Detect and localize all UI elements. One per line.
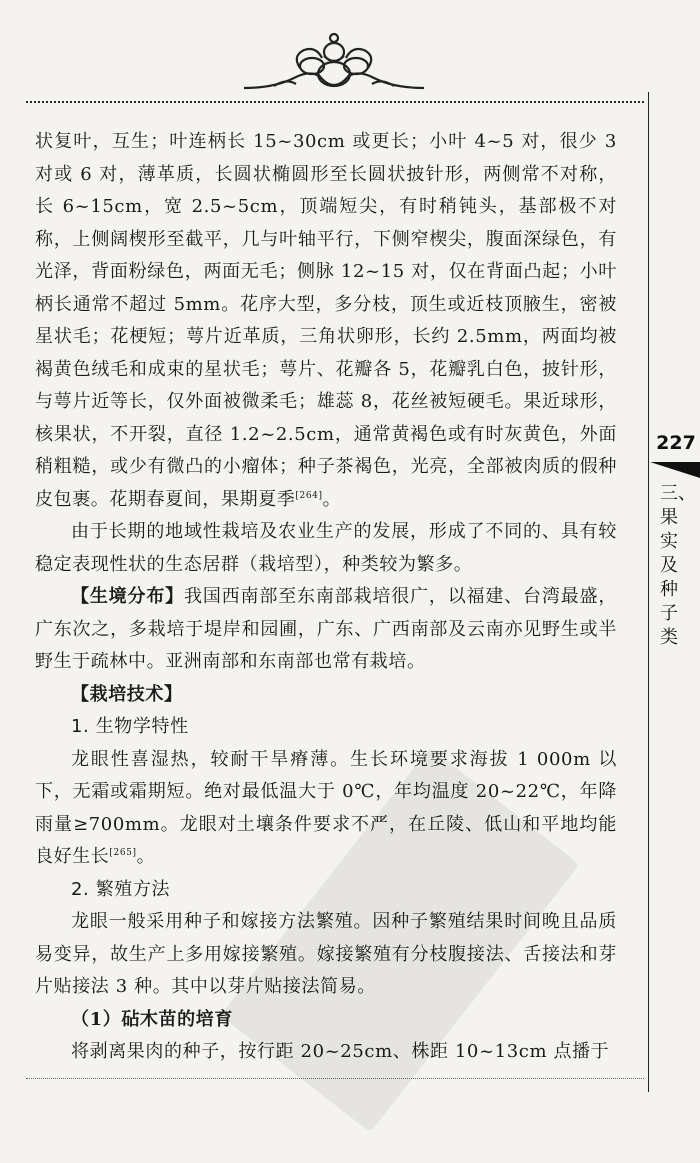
section-heading-distribution: 【生境分布】 [71, 586, 185, 607]
header-rule [26, 101, 644, 103]
paragraph-cultivars: 由于长期的地域性栽培及农业生产的发展，形成了不同的、具有较稳定表现性状的生态居群（栽培型），种类较为繁多。 [35, 521, 617, 575]
citation-ref: [264] [295, 490, 323, 501]
knot-ornament-icon [234, 26, 434, 106]
paragraph-text: 龙眼性喜湿热，较耐干旱瘠薄。生长环境要求海拔 1 000m 以下，无霜或霜期短。绝对最低温大于 0℃，年均温度 20~22℃，年降雨量≥700mm。龙眼对土壤条件要求不严，在丘陵、低山和平地均能良好生长 [35, 748, 617, 867]
paragraph-end: 。 [136, 846, 156, 867]
header-ornament [0, 18, 700, 108]
side-rule [648, 92, 649, 1092]
main-text [35, 126, 617, 1069]
subheading-biology: 1. 生物学特性 [71, 716, 189, 737]
tab-arrow-icon [650, 458, 700, 478]
citation-ref: [265] [109, 848, 137, 858]
paragraph-text: 我国西南部至东南部栽培很广，以福建、台湾最盛，广东次之，多栽培于堤岸和园圃，广东、广西南部及云南亦见野生或半野生于疏林中。亚洲南部和东南部也常有栽培。 [35, 586, 617, 672]
paragraph-rootstock: 将剥离果肉的种子，按行距 20~25cm、株距 10~13cm 点播于 [71, 1041, 610, 1062]
paragraph-text: 状复叶，互生；叶连柄长 15~30cm 或更长；小叶 4~5 对，很少 3 对或 6 对，薄革质，长圆状椭圆形至长圆状披针形，两侧常不对称，长 6~15cm，宽 2.5~5cm，顶端短尖，有时稍钝头，基部极不对称，上侧阔楔形至截平，几与叶轴平行，下侧窄楔尖，腹面深绿色，有光泽，背面粉绿色，两面无毛；侧脉 12~15 对，仅在背面凸起；小叶柄长通常不超过 5mm。花序大型，多分枝，顶生或近枝顶腋生，密被星状毛；花梗短；萼片近革质，三角状卵形，长约 2.5mm，两面均被褐黄色绒毛和成束的星状毛；萼片、花瓣各 5，花瓣乳白色，披针形，与萼片近等长，仅外面被微柔毛；雄蕊 8，花丝被短硬毛。果近球形，核果状，不开裂，直径 1.2~2.5cm，通常黄褐色或有时灰黄色，外面稍粗糙，或少有微凸的小瘤体；种子茶褐色，光亮，全部被肉质的假种皮包裹。花期春夏间，果期夏季 [35, 131, 617, 510]
footer-rule [26, 1078, 644, 1079]
section-tab: 三、果实及种子类 [660, 483, 696, 648]
subheading-rootstock: （1）砧木苗的培育 [71, 1008, 233, 1030]
paragraph-propagation: 龙眼一般采用种子和嫁接方法繁殖。因种子繁殖结果时间晚且品质易变异，故生产上多用嫁接繁殖。嫁接繁殖有分枝腹接法、舌接法和芽片贴接法 3 种。其中以芽片贴接法简易。 [35, 911, 617, 997]
paragraph-biology [35, 744, 617, 874]
section-heading-cultivation: 【栽培技术】 [71, 683, 183, 705]
paragraph-description [35, 126, 617, 516]
paragraph-end: 。 [322, 488, 342, 510]
page-number: 227 [656, 432, 696, 454]
subheading-propagation: 2. 繁殖方法 [71, 878, 171, 900]
paragraph-distribution [35, 581, 617, 679]
